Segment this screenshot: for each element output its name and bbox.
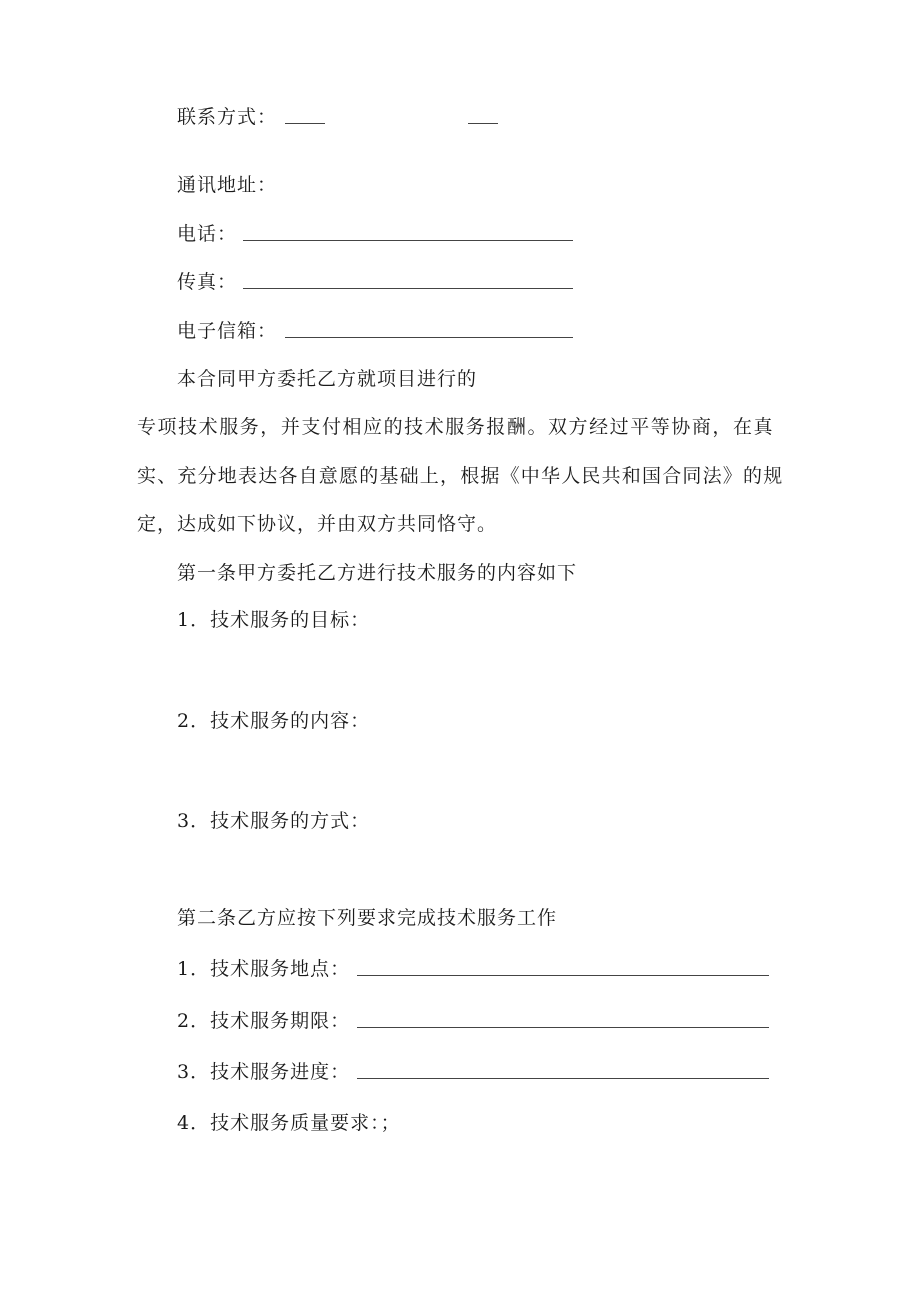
email-label: 电子信箱： xyxy=(177,320,278,342)
article-2-item-4: 4．技术服务质量要求：； xyxy=(177,1112,401,1134)
intro-line-1: 本合同甲方委托乙方就项目进行的 xyxy=(177,368,478,390)
email-blank[interactable] xyxy=(285,337,573,338)
phone-blank[interactable] xyxy=(243,240,573,241)
intro-line-2: 专项技术服务，并支付相应的技术服务报酬。双方经过平等协商，在真 xyxy=(137,416,775,438)
phone-label: 电话： xyxy=(177,223,238,245)
article-1-item-3: 3．技术服务的方式： xyxy=(177,810,371,832)
article-2-item-3: 3．技术服务进度： xyxy=(177,1061,351,1083)
service-period-blank[interactable] xyxy=(357,1027,769,1028)
article-2-item-2: 2．技术服务期限： xyxy=(177,1010,351,1032)
service-progress-blank[interactable] xyxy=(357,1078,769,1079)
contact-method-blank-2[interactable] xyxy=(468,123,498,124)
article-2-item-1: 1．技术服务地点： xyxy=(177,958,351,980)
intro-line-4: 定，达成如下协议，并由双方共同恪守。 xyxy=(137,513,498,535)
contact-method-blank-1[interactable] xyxy=(285,123,325,124)
article-2-title: 第二条乙方应按下列要求完成技术服务工作 xyxy=(177,907,558,929)
article-1-title: 第一条甲方委托乙方进行技术服务的内容如下 xyxy=(177,562,578,584)
article-1-item-2: 2．技术服务的内容： xyxy=(177,710,371,732)
fax-blank[interactable] xyxy=(243,288,573,289)
article-1-item-1: 1．技术服务的目标： xyxy=(177,609,371,631)
address-label: 通讯地址： xyxy=(177,174,278,196)
service-location-blank[interactable] xyxy=(357,975,769,976)
contact-method-label: 联系方式： xyxy=(177,106,278,128)
fax-label: 传真： xyxy=(177,271,238,293)
intro-line-3: 实、充分地表达各自意愿的基础上，根据《中华人民共和国合同法》的规 xyxy=(137,465,784,487)
